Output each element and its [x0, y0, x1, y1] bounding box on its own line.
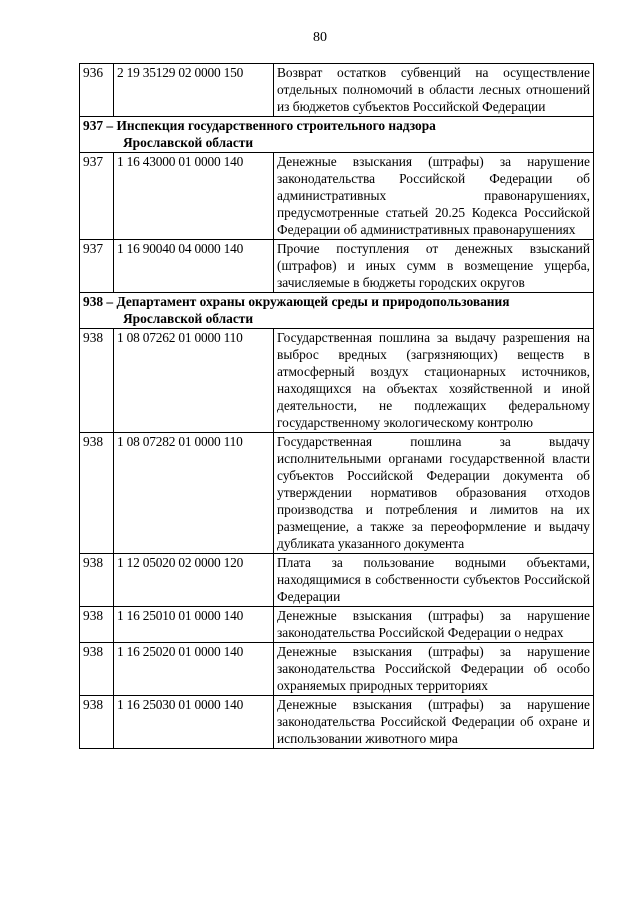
kbk-code-cell: 1 12 05020 02 0000 120: [114, 554, 274, 607]
kbk-code-cell: 1 16 25020 01 0000 140: [114, 643, 274, 696]
admin-code-cell: 938: [80, 643, 114, 696]
revenue-name-cell: Денежные взыскания (штрафы) за нарушение законодательства Российской Федерации о недрах: [274, 607, 594, 643]
kbk-code-cell: 2 19 35129 02 0000 150: [114, 64, 274, 117]
kbk-code-cell: 1 16 25030 01 0000 140: [114, 696, 274, 749]
table-row: [80, 240, 594, 293]
revenue-name-cell: Возврат остатков субвенций на осуществление отдельных полномочий в области лесных отношений из бюджетов субъектов Российской Федерации: [274, 64, 594, 117]
table-row: [80, 643, 594, 696]
revenue-name-cell: Прочие поступления от денежных взысканий (штрафов) и иных сумм в возмещение ущерба, зачисляемые в бюджеты городских округов: [274, 240, 594, 293]
kbk-code-cell: 1 16 25010 01 0000 140: [114, 607, 274, 643]
admin-code-cell: 938: [80, 696, 114, 749]
admin-code-cell: 938: [80, 607, 114, 643]
revenue-name-cell: Государственная пошлина за выдачу исполнительными органами государственной власти субъектов Российской Федерации документа об утверждении нормативов образования отходов производства и потребления и лимитов на их размещение, а также за переоформление и выдачу дубликата указанного документа: [274, 433, 594, 554]
admin-code-cell: 938: [80, 329, 114, 433]
section-header-line2: Ярославской области: [123, 135, 254, 150]
section-header: [80, 117, 594, 153]
revenue-name-cell: Денежные взыскания (штрафы) за нарушение законодательства Российской Федерации об охране и использовании животного мира: [274, 696, 594, 749]
admin-code-cell: 938: [80, 433, 114, 554]
table-row: [80, 153, 594, 240]
table-row: [80, 607, 594, 643]
revenue-name-cell: Денежные взыскания (штрафы) за нарушение законодательства Российской Федерации об административных правонарушениях, предусмотренные статьей 20.25 Кодекса Российской Федерации об административных правонарушениях: [274, 153, 594, 240]
table-row: [80, 696, 594, 749]
page-number: 80: [313, 30, 327, 45]
admin-code-cell: 936: [80, 64, 114, 117]
kbk-code-cell: 1 16 43000 01 0000 140: [114, 153, 274, 240]
section-header: [80, 293, 594, 329]
table-row: [80, 433, 594, 554]
revenue-name-cell: Государственная пошлина за выдачу разрешения на выброс вредных (загрязняющих) веществ в атмосферный воздух стационарных источников, находящихся на объектах хозяйственной и иной деятельности, не подлежащих федеральному государственному экологическому контролю: [274, 329, 594, 433]
section-header-row: [80, 293, 594, 329]
admin-code-cell: 938: [80, 554, 114, 607]
kbk-code-cell: 1 16 90040 04 0000 140: [114, 240, 274, 293]
section-header-row: [80, 117, 594, 153]
table-row: [80, 329, 594, 433]
admin-code-cell: 937: [80, 240, 114, 293]
table-row: [80, 64, 594, 117]
kbk-code-cell: 1 08 07282 01 0000 110: [114, 433, 274, 554]
revenue-name-cell: Плата за пользование водными объектами, находящимися в собственности субъектов Российской Федерации: [274, 554, 594, 607]
table-row: [80, 554, 594, 607]
section-header-line2: Ярославской области: [123, 311, 254, 326]
kbk-code-cell: 1 08 07262 01 0000 110: [114, 329, 274, 433]
section-header-line1: 937 – Инспекция государственного строительного надзора: [83, 118, 436, 133]
section-header-line1: 938 – Департамент охраны окружающей среды и природопользования: [83, 294, 510, 309]
admin-code-cell: 937: [80, 153, 114, 240]
revenue-name-cell: Денежные взыскания (штрафы) за нарушение законодательства Российской Федерации об особо охраняемых природных территориях: [274, 643, 594, 696]
revenue-codes-table: [79, 63, 594, 749]
